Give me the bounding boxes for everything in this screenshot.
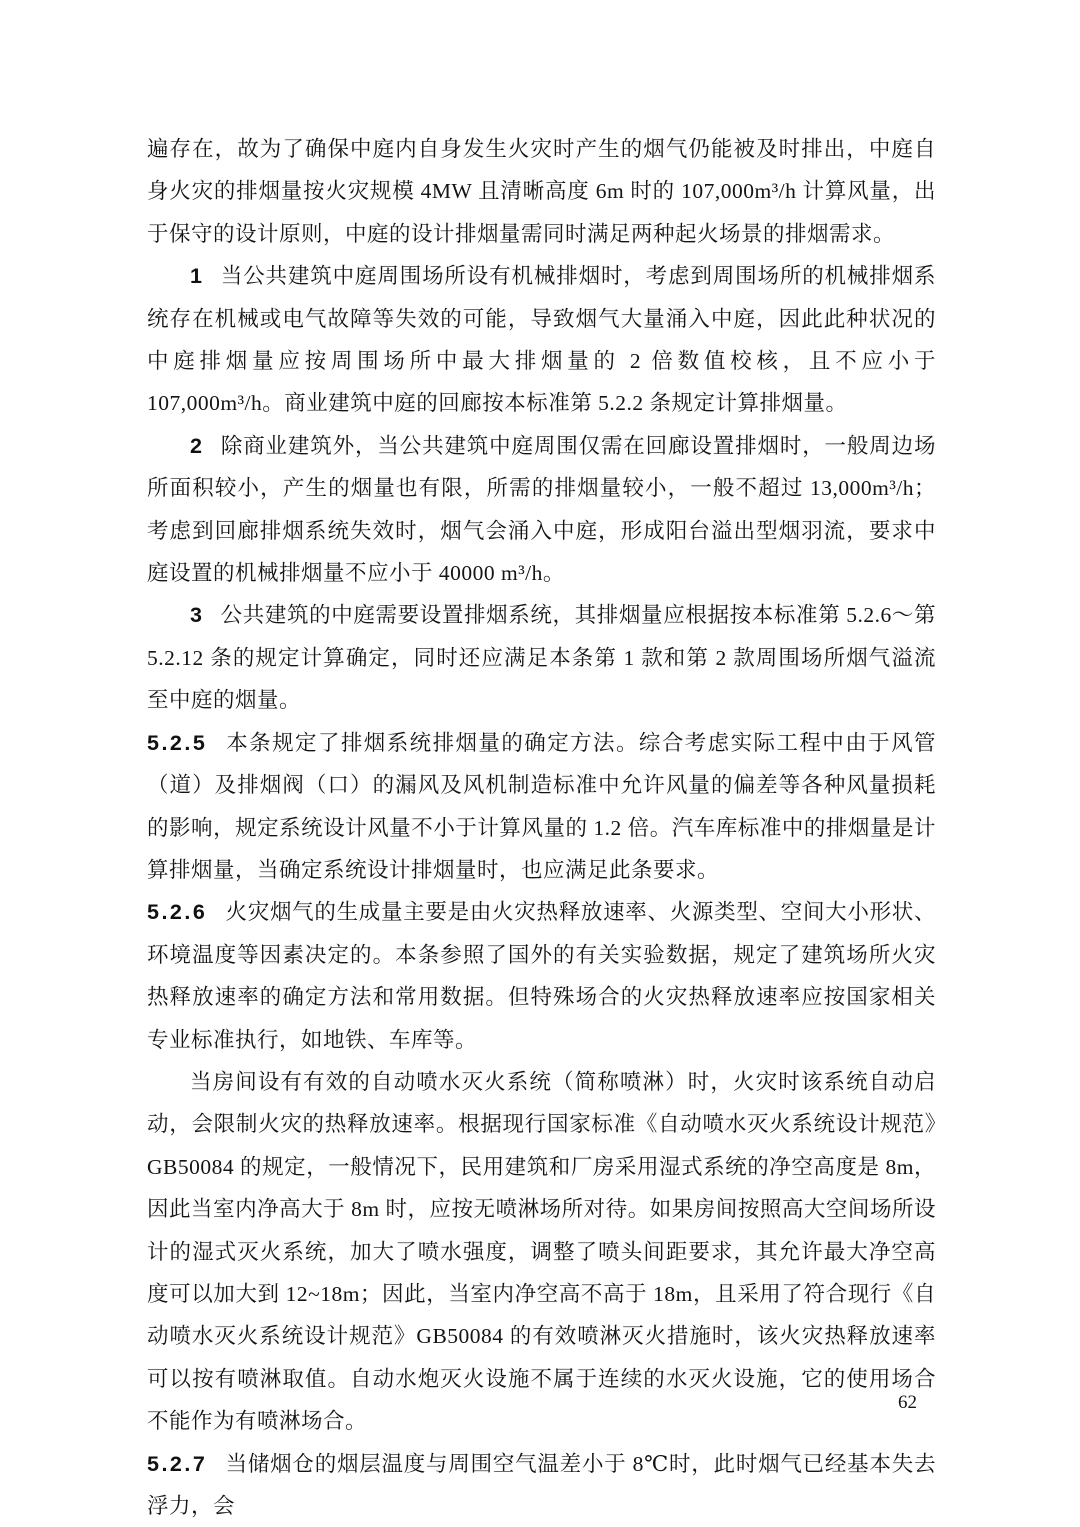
- paragraph-text: 当储烟仓的烟层温度与周围空气温差小于 8℃时，此时烟气已经基本失去浮力，会: [147, 1451, 936, 1518]
- clause-item-2: [147, 425, 936, 595]
- clause-5-2-7: [147, 1443, 936, 1527]
- clause-item-3: [147, 594, 936, 721]
- paragraph-text: 火灾烟气的生成量主要是由火灾热释放速率、火源类型、空间大小形状、环境温度等因素决定的。本条参照了国外的有关实验数据，规定了建筑场所火灾热释放速率的确定方法和常用数据。但特殊场合的火灾热释放速率应按国家相关专业标准执行，如地铁、车库等。: [147, 900, 936, 1052]
- paragraph-text: 当房间设有有效的自动喷水灭火系统（简称喷淋）时，火灾时该系统自动启动，会限制火灾的热释放速率。根据现行国家标准《自动喷水灭火系统设计规范》GB50084 的规定，一般情况下，民用建筑和厂房采用湿式系统的净空高度是 8m，因此当室内净高大于 8m 时，应按无喷淋场所对待。如果房间按照高大空间场所设计的湿式灭火系统，加大了喷水强度，调整了喷头间距要求，其允许最大净空高度可以加大到 12~18m；因此，当室内净空高不高于 18m，且采用了符合现行《自动喷水灭火系统设计规范》GB50084 的有效喷淋灭火措施时，该火灾热释放速率可以按有喷淋取值。自动水炮灭火设施不属于连续的水灭火设施，它的使用场合不能作为有喷淋场合。: [147, 1069, 936, 1434]
- page-number: 62: [898, 1392, 917, 1413]
- paragraph-continuation: [147, 128, 936, 255]
- clause-number: 5.2.7: [147, 1451, 208, 1476]
- item-number: 1: [190, 264, 205, 289]
- clause-number: 5.2.5: [147, 730, 208, 755]
- item-number: 3: [190, 603, 205, 628]
- paragraph-text: 遍存在，故为了确保中庭内自身发生火灾时产生的烟气仍能被及时排出，中庭自身火灾的排烟量按火灾规模 4MW 且清晰高度 6m 时的 107,000m³/h 计算风量，出于保守的设计原则，中庭的设计排烟量需同时满足两种起火场景的排烟需求。: [147, 137, 936, 246]
- paragraph-sprinkler-note: [147, 1061, 936, 1443]
- document-body: [147, 128, 936, 1527]
- clause-item-1: [147, 255, 936, 425]
- paragraph-text: 公共建筑的中庭需要设置排烟系统，其排烟量应根据按本标准第 5.2.6～第 5.2.12 条的规定计算确定，同时还应满足本条第 1 款和第 2 款周围场所烟气溢流至中庭的烟量。: [147, 603, 936, 713]
- clause-number: 5.2.6: [147, 900, 208, 925]
- paragraph-text: 本条规定了排烟系统排烟量的确定方法。综合考虑实际工程中由于风管（道）及排烟阀（口）的漏风及风机制造标准中允许风量的偏差等各种风量损耗的影响，规定系统设计风量不小于计算风量的 1.2 倍。汽车库标准中的排烟量是计算排烟量，当确定系统设计排烟量时，也应满足此条要求。: [147, 730, 936, 882]
- clause-5-2-6: [147, 891, 936, 1061]
- item-number: 2: [190, 433, 205, 458]
- paragraph-text: 当公共建筑中庭周围场所设有机械排烟时，考虑到周围场所的机械排烟系统存在机械或电气故障等失效的可能，导致烟气大量涌入中庭，因此此种状况的中庭排烟量应按周围场所中最大排烟量的 2 倍数值校核，且不应小于 107,000m³/h。商业建筑中庭的回廊按本标准第 5.2.2 条规定计算排烟量。: [147, 264, 936, 416]
- clause-5-2-5: [147, 722, 936, 892]
- paragraph-text: 除商业建筑外，当公共建筑中庭周围仅需在回廊设置排烟时，一般周边场所面积较小，产生的烟量也有限，所需的排烟量较小，一般不超过 13,000m³/h；考虑到回廊排烟系统失效时，烟气会涌入中庭，形成阳台溢出型烟羽流，要求中庭设置的机械排烟量不应小于 40000 m³/h。: [147, 433, 936, 586]
